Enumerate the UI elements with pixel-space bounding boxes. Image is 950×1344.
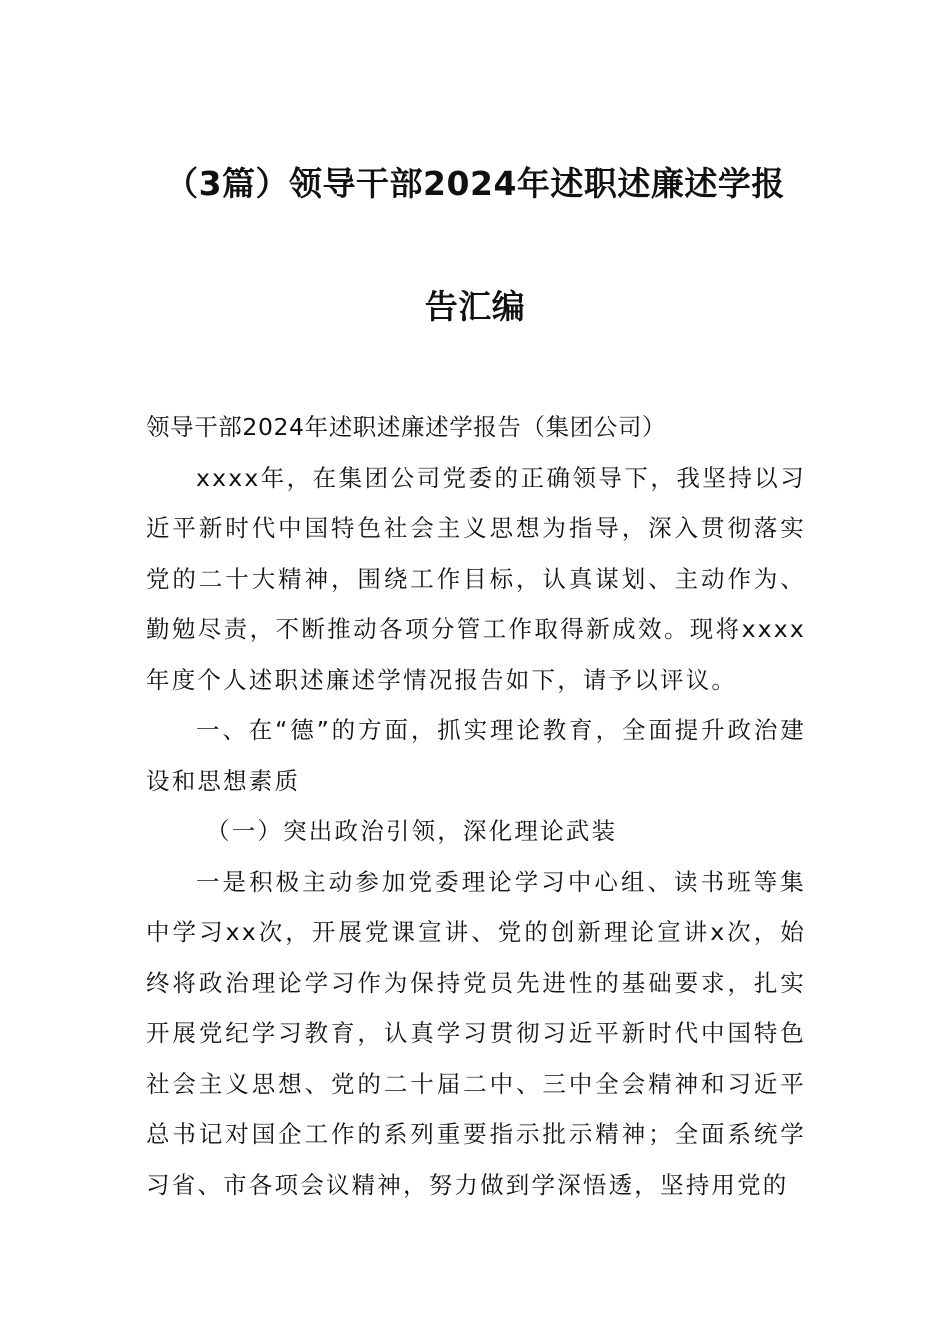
document-title-line-1: （3篇）领导干部2024年述职述廉述学报 — [165, 164, 785, 203]
paragraph-intro: xxxx年，在集团公司党委的正确领导下，我坚持以习近平新时代中国特色社会主义思想为指导，深入贯彻落实党的二十大精神，围绕工作目标，认真谋划、主动作为、勤勉尽责，不断推动各项分管工作取得新成效。现将xxxx年度个人述职述廉述学情况报告如下，请予以评议。 — [146, 463, 806, 694]
document-body — [146, 402, 806, 1210]
document-title-line-2: 告汇编 — [424, 287, 526, 326]
report-subtitle: 领导干部2024年述职述廉述学报告（集团公司） — [146, 413, 667, 441]
section-heading-de: 一、在“德”的方面，抓实理论教育，全面提升政治建设和思想素质 — [146, 716, 806, 795]
subsection-heading-1: （一）突出政治引领，深化理论武装 — [206, 817, 618, 845]
paragraph-study: 一是积极主动参加党委理论学习中心组、读书班等集中学习xx次，开展党课宣讲、党的创新理论宣讲x次，始终将政治理论学习作为保持党员先进性的基础要求，扎实开展党纪学习教育，认真学习贯彻习近平新时代中国特色社会主义思想、党的二十届二中、三中全会精神和习近平总书记对国企工作的系列重要指示批示精神；全面系统学习省、市各项会议精神，努力做到学深悟透，坚持用党的 — [146, 867, 806, 1199]
